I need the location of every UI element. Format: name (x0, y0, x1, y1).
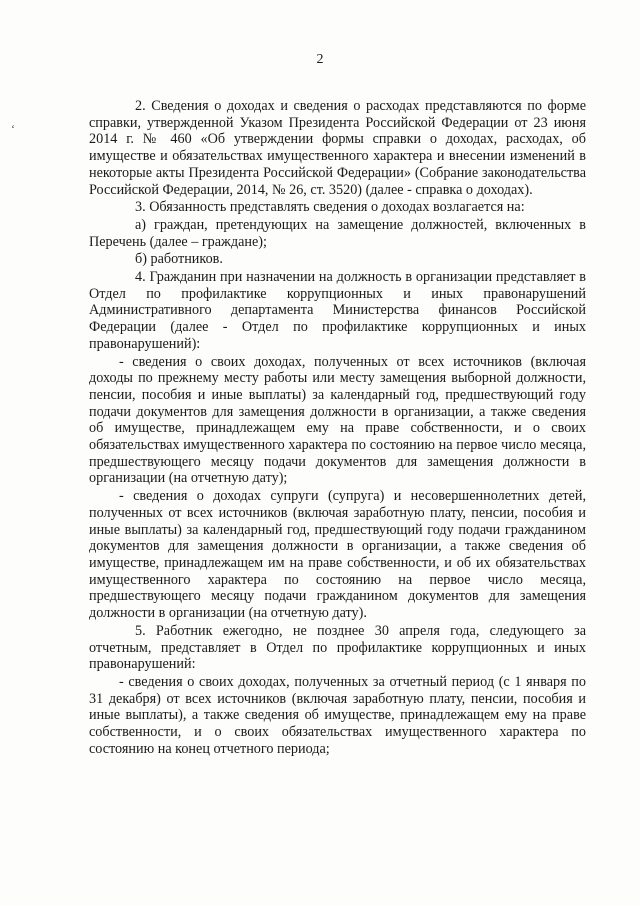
page-number: 2 (316, 52, 324, 67)
margin-mark-icon: ‘ (11, 122, 15, 136)
paragraph-3: 3. Обязанность представлять сведения о доходах возлагается на: (135, 199, 525, 216)
paragraph-4-item-1: - сведения о своих доходах, полученных от всех источников (включая доходы по прежнему месту работы или месту замещения выборной должности, пенсии, пособия и иные выплаты) за календарный год, предшествующий году подачи документов для замещения должности в организации, а также сведения об имуществе, принадлежащем ему на праве собственности, и о своих обязательствах имущественного характера по состоянию на первое число месяца, предшествующего месяцу подачи документов для замещения должности в организации (на отчетную дату); (89, 353, 586, 487)
paragraph-2: 2. Сведения о доходах и сведения о расходах представляются по форме справки, утвержденной Указом Президента Российской Федерации от 23 июня 2014 г. № 460 «Об утверждении формы справки о доходах, расходах, об имуществе и обязательствах имущественного характера и внесении изменений в некоторые акты Президента Российской Федерации» (Собрание законодательства Российской Федерации, 2014, № 26, ст. 3520) (далее - справка о доходах). (89, 98, 586, 198)
paragraph-3b: б) работников. (135, 251, 223, 268)
paragraph-4-item-2: - сведения о доходах супруги (супруга) и несовершеннолетних детей, полученных от всех источников (включая заработную плату, пенсии, пособия и иные выплаты) за календарный год, предшествующий году подачи гражданином документов для замещения должности в организации, а также сведения об имуществе, принадлежащем им на праве собственности, и об их обязательствах имущественного характера по состоянию на первое число месяца, предшествующего месяцу подачи гражданином документов для замещения должности в организации (на отчетную дату). (89, 488, 586, 622)
paragraph-4: 4. Гражданин при назначении на должность в организации представляет в Отдел по профилактике коррупционных и иных правонарушений Административного департамента Министерства финансов Российской Федерации (далее - Отдел по профилактике коррупционных и иных правонарушений): (89, 269, 586, 352)
paragraph-5-item-1: - сведения о своих доходах, полученных за отчетный период (с 1 января по 31 декабря) от всех источников (включая заработную плату, пенсии, пособия и иные выплаты), а также сведения об имуществе, принадлежащем ему на праве собственности, и о своих обязательствах имущественного характера по состоянию на конец отчетного периода; (89, 673, 586, 757)
paragraph-3a: а) граждан, претендующих на замещение должностей, включенных в Перечень (далее – граждане); (89, 216, 586, 250)
paragraph-5: 5. Работник ежегодно, не позднее 30 апреля года, следующего за отчетным, представляет в Отдел по профилактике коррупционных и иных правонарушений: (89, 622, 586, 673)
document-body (89, 98, 586, 758)
